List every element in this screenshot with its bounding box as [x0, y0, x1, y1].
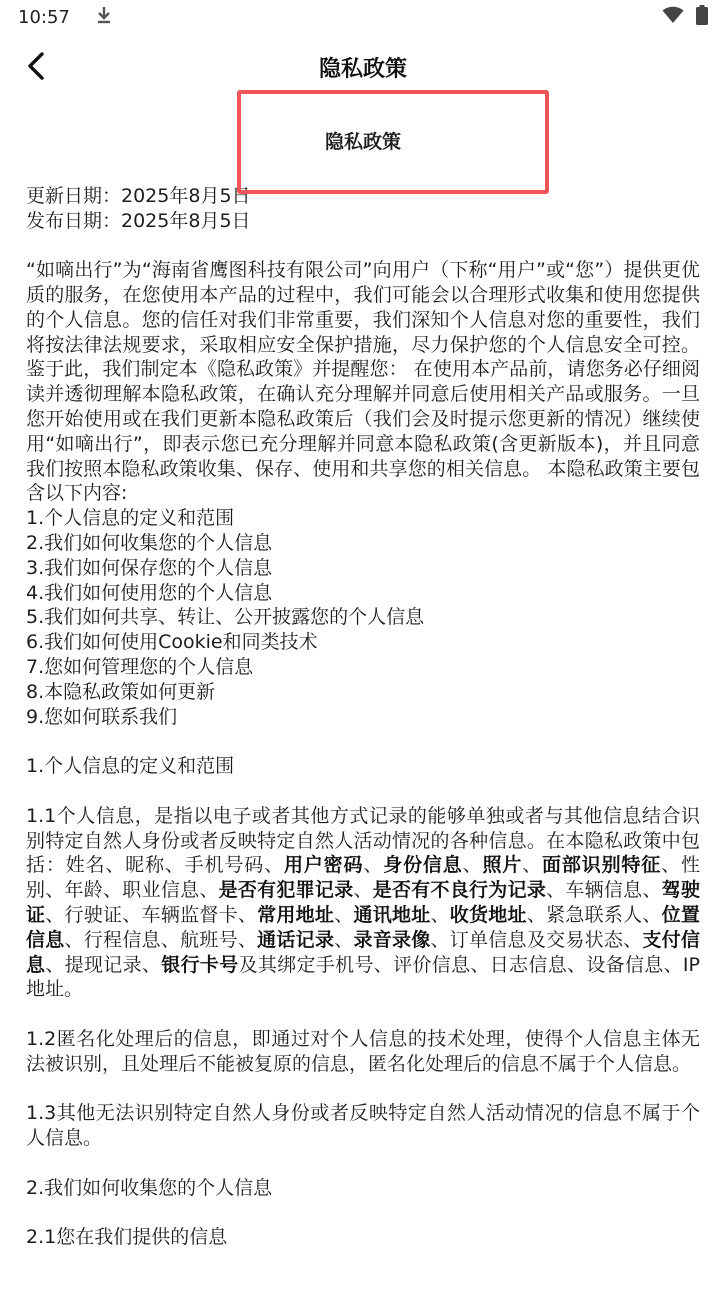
download-icon [96, 6, 112, 29]
toc-item-5: 5.我们如何共享、转让、公开披露您的个人信息 [26, 606, 425, 629]
wifi-icon [662, 6, 684, 29]
section-2-heading: 2.我们如何收集您的个人信息 [26, 1176, 273, 1199]
toc-item-7: 7.您如何管理您的个人信息 [26, 655, 254, 678]
toc-item-8: 8.本隐私政策如何更新 [26, 680, 216, 703]
section-1-1-paragraph: 1.1个人信息，是指以电子或者其他方式记录的能够单独或者与其他信息结合识别特定自然人身份或者反映特定自然人活动情况的各种信息。在本隐私政策中包括：姓名、昵称、手机号码、用户密码、身份信息、照片、面部识别特征、性别、年龄、职业信息、是否有犯罪记录、是否有不良行为记录、车辆信息、驾驶证、行驶证、车辆监督卡、常用地址、通讯地址、收货地址、紧急联系人、位置信息、行程信息、航班号、通话记录、录音录像、订单信息及交易状态、支付信息、提现记录、银行卡号及其绑定手机号、评价信息、日志信息、设备信息、IP 地址。 [26, 804, 700, 1001]
app-bar [0, 40, 726, 96]
section-1-2-paragraph: 1.2匿名化处理后的信息，即通过对个人信息的技术处理，使得个人信息主体无法被识别，且处理后不能被复原的信息，匿名化处理后的信息不属于个人信息。 [26, 1027, 700, 1075]
battery-icon [696, 5, 708, 30]
section-2-1-partial: 2.1您在我们提供的信息 [26, 1226, 228, 1249]
toc-item-1: 1.个人信息的定义和范围 [26, 507, 235, 530]
section-1-heading: 1.个人信息的定义和范围 [26, 755, 235, 778]
page-title: 隐私政策 [318, 57, 407, 82]
toc-item-6: 6.我们如何使用Cookie和同类技术 [26, 631, 318, 654]
document-title: 隐私政策 [324, 131, 401, 153]
toc-item-4: 4.我们如何使用您的个人信息 [26, 581, 273, 604]
toc-item-9: 9.您如何联系我们 [26, 705, 178, 728]
update-date: 更新日期：2025年8月5日 [26, 184, 251, 207]
publish-date: 发布日期：2025年8月5日 [26, 209, 251, 232]
status-bar [0, 0, 726, 34]
section-1-3-paragraph: 1.3其他无法识别特定自然人身份或者反映特定自然人活动情况的信息不属于个人信息。 [26, 1102, 700, 1150]
toc-item-3: 3.我们如何保存您的个人信息 [26, 556, 273, 579]
intro-paragraph: “如嘀出行”为“海南省鹰图科技有限公司”向用户（下称“用户”或“您”）提供更优质的服务，在您使用本产品的过程中，我们可能会以合理形式收集和使用您提供的个人信息。您的信任对我们非常重要，我们深知个人信息对您的重要性，我们将按法律法规要求，采取相应安全保护措施，尽力保护您的个人信息安全可控。鉴于此，我们制定本《隐私政策》并提醒您： 在使用本产品前，请您务必仔细阅读并透彻理解本隐私政策，在确认充分理解并同意后使用相关产品或服务。一旦您开始使用或在我们更新本隐私政策后（我们会及时提示您更新的情况）继续使用“如嘀出行”，即表示您已充分理解并同意本隐私政策(含更新版本)，并且同意我们按照本隐私政策收集、保存、使用和共享您的相关信息。 本隐私政策主要包含以下内容: [26, 259, 700, 505]
policy-content [26, 100, 700, 1250]
toc-item-2: 2.我们如何收集您的个人信息 [26, 531, 273, 554]
table-of-contents [26, 506, 700, 729]
status-time: 10:57 [18, 6, 70, 28]
